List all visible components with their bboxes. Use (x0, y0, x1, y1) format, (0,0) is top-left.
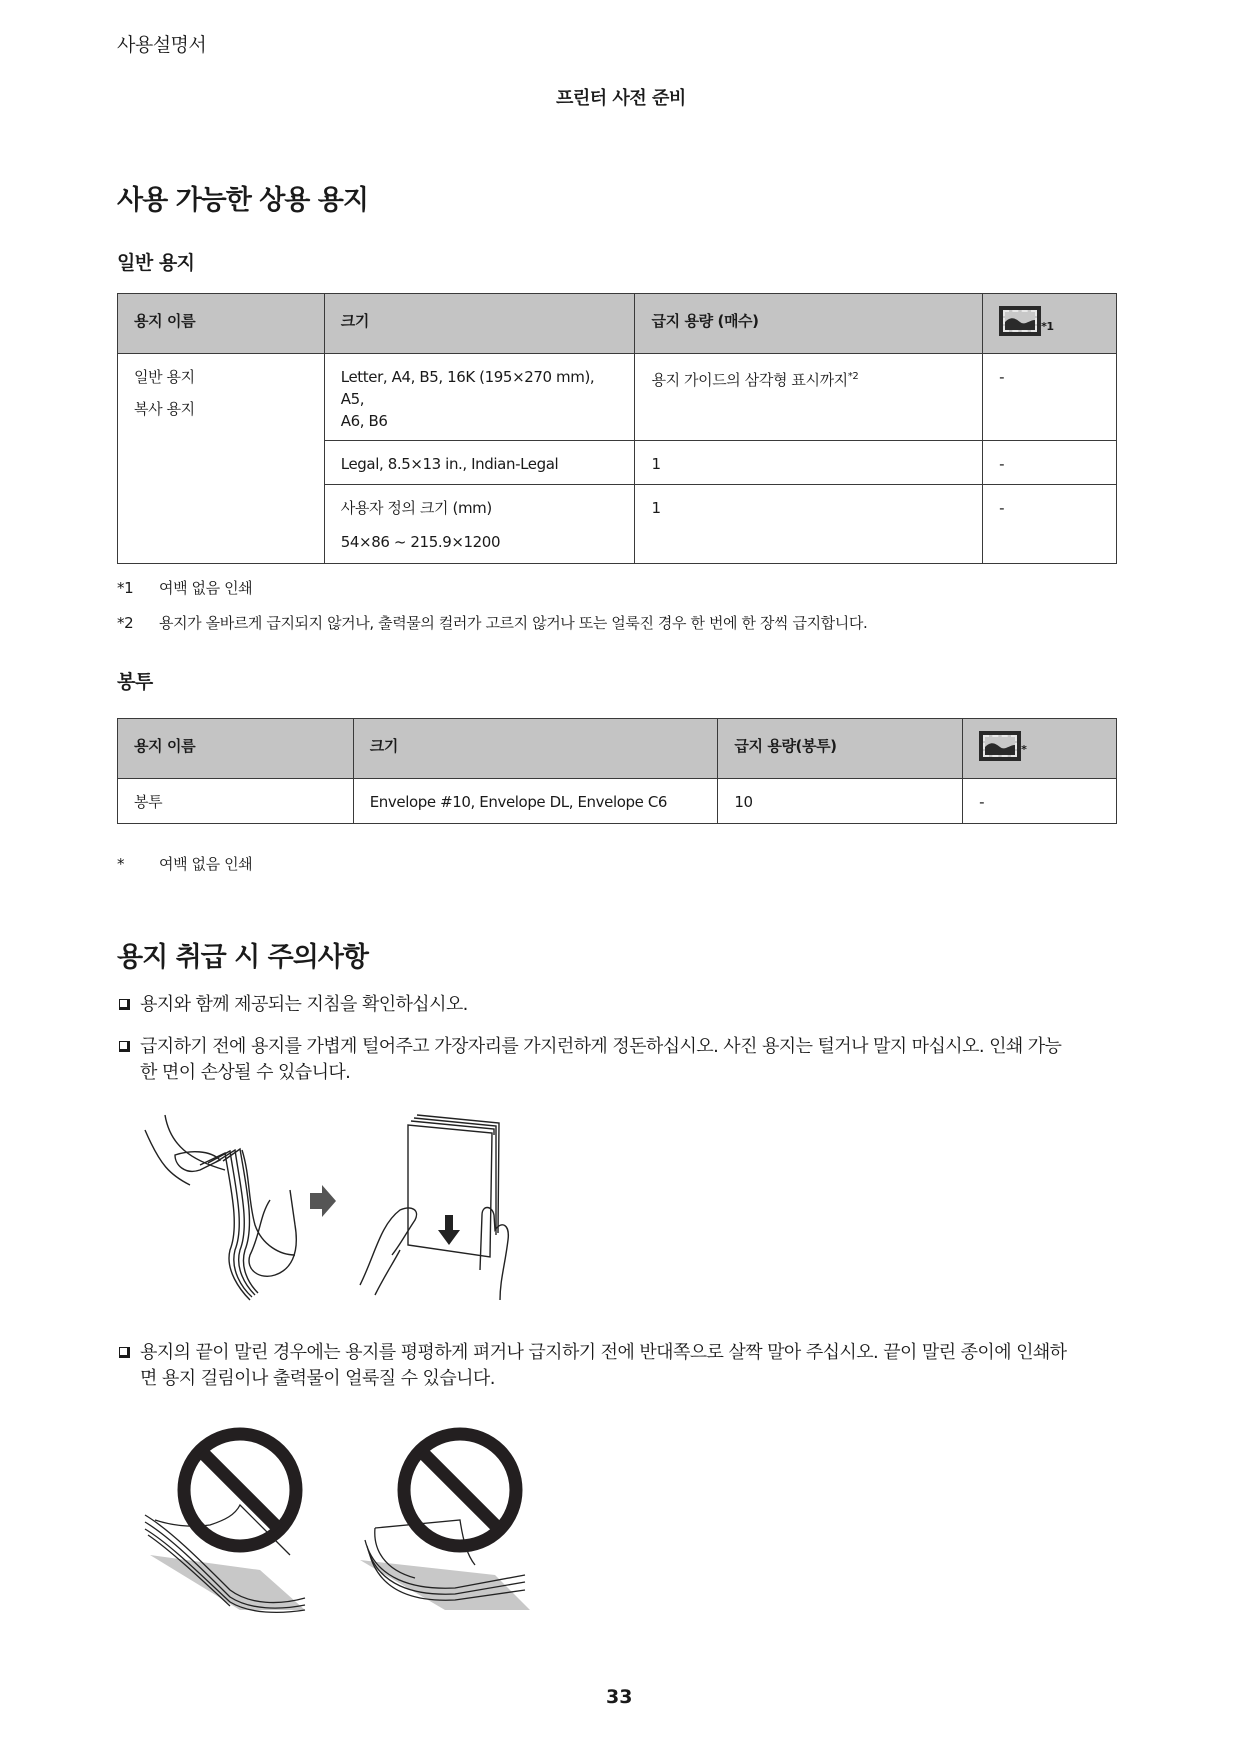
column-header-borderless (963, 719, 1117, 779)
borderless-cell: - (983, 441, 1117, 485)
footnote (117, 577, 252, 598)
column-header-capacity: 급지 용량(봉투) (718, 719, 963, 779)
bullet-text: 한 면이 손상될 수 있습니다. (140, 1062, 351, 1083)
plain-paper-table (117, 293, 1117, 564)
bullet-text: 용지의 끝이 말린 경우에는 용지를 평평하게 펴거나 급지하기 전에 반대쪽으로 살짝 말아 주십시오. 끝이 말린 종이에 인쇄하 (140, 1342, 1067, 1363)
borderless-print-icon (999, 306, 1041, 336)
size-text: Legal, 8.5×13 in., Indian-Legal (340, 455, 559, 473)
size-text: Letter, A4, B5, 16K (195×270 mm), A5, (340, 368, 595, 408)
curled-paper-prohibited-illustration (140, 1420, 540, 1615)
footnote-ref: * (1021, 743, 1027, 756)
size-cell (324, 354, 635, 441)
paper-name: 일반 용지 (134, 368, 195, 386)
paper-name-cell: 봉투 (118, 779, 354, 824)
capacity-cell: 10 (718, 779, 963, 824)
capacity-cell: 1 (635, 485, 983, 564)
table-row (118, 779, 1117, 824)
section-title-available-paper: 사용 가능한 상용 용지 (117, 185, 368, 216)
footnote-text: 용지가 올바르게 급지되지 않거나, 출력물의 컬러가 고르지 않거나 또는 얼룩진 경우 한 번에 한 장씩 급지합니다. (159, 614, 868, 632)
footnote-ref: *1 (1041, 320, 1054, 333)
table-row (118, 354, 1117, 441)
column-header-borderless (983, 294, 1117, 354)
column-header-size: 크기 (353, 719, 718, 779)
capacity-cell: 1 (635, 441, 983, 485)
checkbox-bullet-icon (119, 1347, 130, 1358)
size-cell (324, 485, 635, 564)
borderless-print-icon (979, 731, 1021, 761)
bullet-text: 면 용지 걸림이나 출력물이 얼룩질 수 있습니다. (140, 1368, 495, 1389)
footnote-ref: *2 (847, 371, 859, 382)
paper-name-cell (118, 354, 325, 564)
footnote-text: 여백 없음 인쇄 (159, 579, 253, 597)
fanning-paper-illustration (130, 1105, 530, 1305)
bullet-text: 용지와 함께 제공되는 지침을 확인하십시오. (140, 994, 468, 1015)
footnote (117, 853, 252, 874)
bullet-item (117, 1340, 1127, 1392)
size-text: 54×86 ~ 215.9×1200 (340, 533, 501, 551)
subsection-title-plain-paper: 일반 용지 (117, 252, 195, 274)
envelope-table (117, 718, 1117, 824)
checkbox-bullet-icon (119, 999, 130, 1010)
table-header-row (118, 294, 1117, 354)
page-number: 33 (606, 1686, 633, 1708)
capacity-cell (635, 354, 983, 441)
bullet-item (117, 992, 1127, 1018)
checkbox-bullet-icon (119, 1041, 130, 1052)
borderless-cell: - (983, 354, 1117, 441)
subsection-title-envelope: 봉투 (117, 671, 153, 693)
size-cell: Envelope #10, Envelope DL, Envelope C6 (353, 779, 718, 824)
column-header-capacity: 급지 용량 (매수) (635, 294, 983, 354)
footnote (117, 612, 867, 633)
borderless-cell: - (963, 779, 1117, 824)
size-text: A6, B6 (340, 412, 388, 430)
column-header-size: 크기 (324, 294, 635, 354)
footnote-mark: *1 (117, 579, 134, 597)
borderless-cell: - (983, 485, 1117, 564)
footnote-mark: *2 (117, 614, 134, 632)
column-header-paper-name: 용지 이름 (118, 294, 325, 354)
capacity-text: 용지 가이드의 삼각형 표시까지 (651, 371, 848, 389)
document-title: 사용설명서 (117, 34, 207, 56)
bullet-text: 급지하기 전에 용지를 가볍게 털어주고 가장자리를 가지런하게 정돈하십시오. 사진 용지는 털거나 말지 마십시오. 인쇄 가능 (140, 1036, 1062, 1057)
size-cell (324, 441, 635, 485)
column-header-paper-name: 용지 이름 (118, 719, 354, 779)
chapter-title: 프린터 사전 준비 (556, 88, 686, 109)
bullet-item (117, 1034, 1127, 1086)
paper-name: 복사 용지 (134, 400, 195, 418)
footnote-text: 여백 없음 인쇄 (159, 855, 253, 873)
table-header-row (118, 719, 1117, 779)
section-title-paper-handling: 용지 취급 시 주의사항 (117, 942, 368, 973)
footnote-mark: * (117, 855, 125, 873)
size-text: 사용자 정의 크기 (mm) (340, 499, 492, 517)
